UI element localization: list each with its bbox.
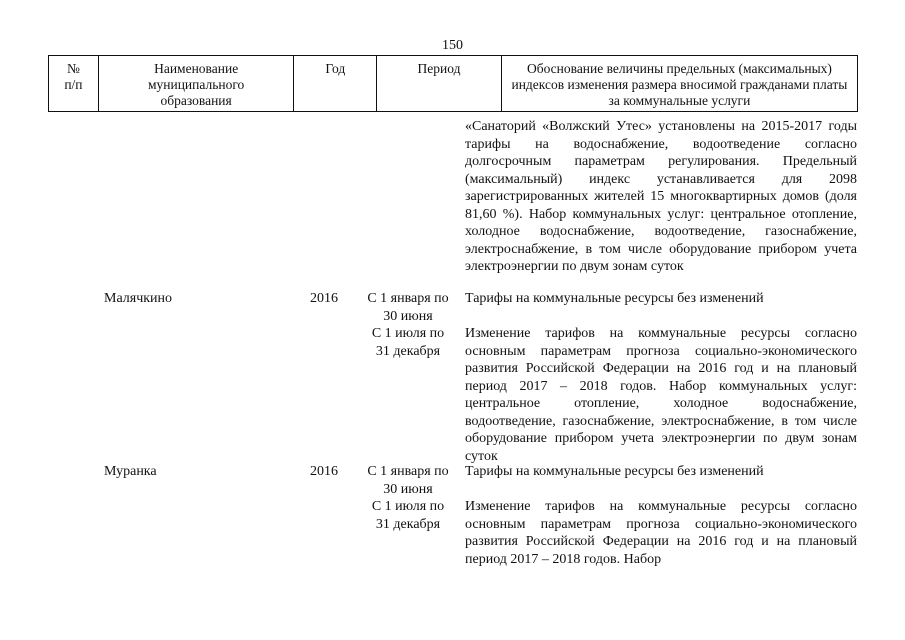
row-year: 2016 xyxy=(310,291,338,306)
header-num: № п/п xyxy=(49,56,99,111)
header-year: Год xyxy=(294,56,377,111)
row-period-second-half: С 1 июля по 31 декабря xyxy=(371,326,445,359)
row-justification-second-half: Изменение тарифов на коммунальные ресурсы согласно основным параметрам прогноза социально-экономического развития Российской Федерации на 2016 год и на плановый период 2017 – 2018 годов. Набор коммунальных услуг: центральное отопление, холодное водоснабжение, водоотведение, газоснабжение, электроснабжение, в том числе оборудование прибором учета электроэнергии по двум зонам суток xyxy=(465,326,857,464)
continuation-text: «Санаторий «Волжский Утес» установлены на 2015-2017 годы тарифы на водоснабжение, водоотведение согласно долгосрочным параметрам регулирования. Предельный (максимальный) индекс устанавливается для 2098 зарегистрированных жителей 15 многоквартирных домов (доля 81,60 %). Набор коммунальных услуг: центральное отопление, холодное водоснабжение, водоотведение, газоснабжение, электроснабжение, в том числе оборудование прибором учета электроэнергии по двум зонам суток xyxy=(465,119,857,274)
row-justification-second-half: Изменение тарифов на коммунальные ресурсы согласно основным параметрам прогноза социально-экономического развития Российской Федерации на 2016 год и на плановый период 2017 – 2018 годов. Набор xyxy=(465,499,857,567)
row-year: 2016 xyxy=(310,464,338,479)
row-justification-first-half: Тарифы на коммунальные ресурсы без изменений xyxy=(465,291,764,306)
row-period-second-half: С 1 июля по 31 декабря xyxy=(371,499,445,532)
row-justification-first-half: Тарифы на коммунальные ресурсы без изменений xyxy=(465,464,764,479)
row-municipality-name: Малячкино xyxy=(104,291,173,306)
row-municipality-name: Муранка xyxy=(104,464,157,479)
row-period-first-half: С 1 января по 30 июня xyxy=(367,464,449,497)
table-header xyxy=(48,55,858,112)
page-number: 150 xyxy=(442,38,463,53)
header-justification: Обоснование величины предельных (максимальных) индексов изменения размера вносимой гражданами платы за коммунальные услуги xyxy=(511,61,848,108)
header-period: Период xyxy=(377,56,502,111)
header-municipality: Наименование муниципального образования xyxy=(99,56,295,111)
row-period-first-half: С 1 января по 30 июня xyxy=(367,291,449,324)
